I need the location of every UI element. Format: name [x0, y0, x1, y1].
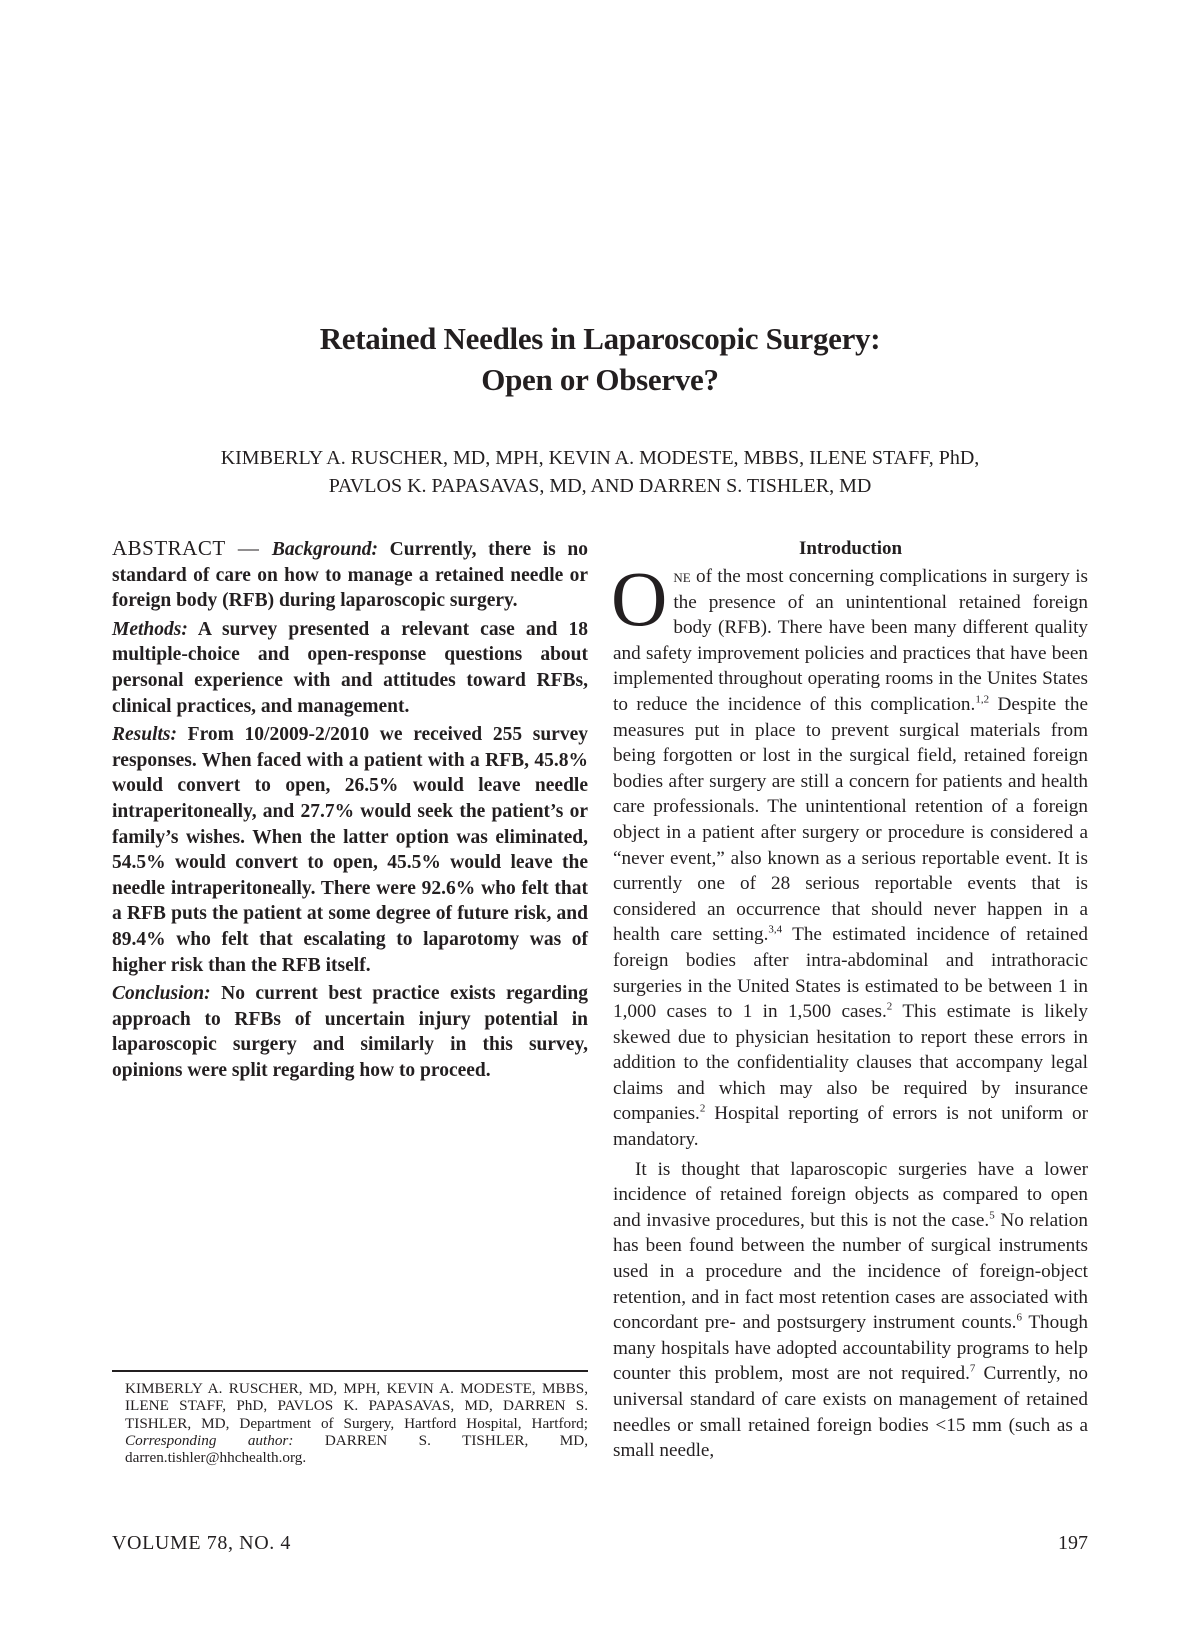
citation: 5 — [989, 1209, 995, 1222]
background-text: Currently, there is no standard of care on how to manage a retained needle or foreign body (RFB) during laparoscopic surgery. — [112, 539, 588, 612]
results-label: Results: — [112, 724, 178, 746]
title-line-2: Open or Observe? — [481, 362, 719, 397]
authors-line-2: PAVLOS K. PAPASAVAS, MD, AND DARREN S. TISHLER, MD — [328, 475, 872, 497]
paragraph-text: Though many hospitals have adopted accountability programs to help counter this problem, most are not required. — [613, 1312, 1089, 1385]
conclusion-label: Conclusion: — [112, 983, 211, 1005]
paragraph-text: No relation has been found between the number of surgical instruments used in a procedure and the incidence of foreign-object retention, and in fact most retention cases are associated with concordant pre- and postsurgery instrument counts. — [613, 1209, 1088, 1334]
abstract-results — [112, 722, 588, 978]
abstract-label: ABSTRACT — — [112, 536, 272, 560]
small-caps-word: ne — [673, 566, 691, 587]
conclusion-text: No current best practice exists regarding approach to RFBs of uncertain injury potential in laparoscopic surgery and similarly in this survey, opinions were split regarding how to proceed. — [112, 983, 588, 1081]
citation: 3,4 — [768, 923, 783, 936]
background-label: Background: — [271, 539, 379, 560]
title-line-1: Retained Needles in Laparoscopic Surgery: — [319, 321, 881, 356]
footnote-text-a: KIMBERLY A. RUSCHER, MD, MPH, KEVIN A. MODESTE, MBBS, ILENE STAFF, PhD, PAVLOS K. PAPASAVAS, MD, DARREN S. TISHLER, MD, Department of Surgery, Hartford Hospital, Hartford; — [125, 1380, 588, 1432]
paragraph-text: Currently, no universal standard of care exists on management of retained needles or small retained foreign bodies <15 mm (such as a small needle, — [613, 1363, 1088, 1462]
intro-paragraph-2 — [613, 1157, 1088, 1464]
page-number: 197 — [1058, 1532, 1088, 1554]
paragraph-text: of the most concerning complications in surgery is the presence of an unintentional retained foreign body (RFB). There have been many different quality and safety improvement policies and practices that have been implemented throughout operating rooms in the Unites States to reduce the incidence of this complication. — [613, 566, 1088, 715]
abstract-background — [112, 536, 588, 614]
paragraph-text: Despite the measures put in place to prevent surgical materials from being forgotten or lost in the surgical field, retained foreign bodies after surgery are still a concern for patients and health care professionals. The unintentional retention of a foreign object in a patient after surgery or procedure is considered a “never event,” also known as a serious reportable event. It is currently one of 28 serious reportable events that is considered an occurrence that should never happen in a health care setting. — [613, 693, 1088, 946]
abstract-methods — [112, 617, 588, 719]
article-title — [0, 318, 1200, 400]
corresponding-author-label: Corresponding author: — [125, 1431, 294, 1449]
footnote-divider — [112, 1370, 588, 1372]
citation: 2 — [699, 1103, 706, 1116]
methods-label: Methods: — [112, 618, 188, 640]
paragraph-text: The estimated incidence of retained foreign bodies after intra-abdominal and intrathoracic surgeries in the United States is estimated to be between 1 in 1,000 cases to 1 in 1,500 cases. — [613, 924, 1088, 1023]
abstract-conclusion — [112, 981, 588, 1083]
introduction-section — [613, 536, 1088, 1464]
results-text: From 10/2009-2/2010 we received 255 survey responses. When faced with a patient with a RFB, 45.8% would convert to open, 26.5% would leave needle intraperitoneally, and 27.7% would seek the patient’s or family’s wishes. When the latter option was eliminated, 54.5% would convert to open, 45.5% would leave the needle intraperitoneally. There were 92.6% who felt that a RFB puts the patient at some degree of future risk, and 89.4% who felt that escalating to laparotomy was of higher risk than the RFB itself. — [112, 724, 588, 976]
methods-text: A survey presented a relevant case and 18 multiple-choice and open-response questions about personal experience with and attitudes toward RFBs, clinical practices, and management. — [112, 618, 588, 717]
citation: 2 — [886, 1000, 893, 1013]
paragraph-text: It is thought that laparoscopic surgeries have a lower incidence of retained foreign objects as compared to open and invasive procedures, but this is not the case. — [613, 1158, 1088, 1231]
section-heading: Introduction — [798, 538, 903, 559]
paragraph-text: Hospital reporting of errors is not uniform or mandatory. — [613, 1103, 1088, 1151]
abstract — [112, 536, 588, 1086]
drop-cap: O — [611, 555, 668, 642]
author-list — [0, 444, 1200, 500]
intro-paragraph-1 — [611, 555, 1088, 1153]
footnote-text-b: DARREN S. TISHLER, MD, darren.tishler@hhchealth.org. — [125, 1431, 588, 1467]
citation: 7 — [969, 1363, 976, 1376]
volume-info: VOLUME 78, NO. 4 — [112, 1532, 292, 1554]
paragraph-text: This estimate is likely skewed due to physician hesitation to report these errors in addition to the confidentiality clauses that accompany legal claims and which may also be required by insurance companies. — [613, 1001, 1088, 1125]
authors-line-1: KIMBERLY A. RUSCHER, MD, MPH, KEVIN A. MODESTE, MBBS, ILENE STAFF, PhD, — [220, 447, 980, 469]
citation: 1,2 — [975, 693, 990, 706]
citation: 6 — [1016, 1311, 1022, 1324]
author-affiliation-footnote — [125, 1380, 588, 1466]
